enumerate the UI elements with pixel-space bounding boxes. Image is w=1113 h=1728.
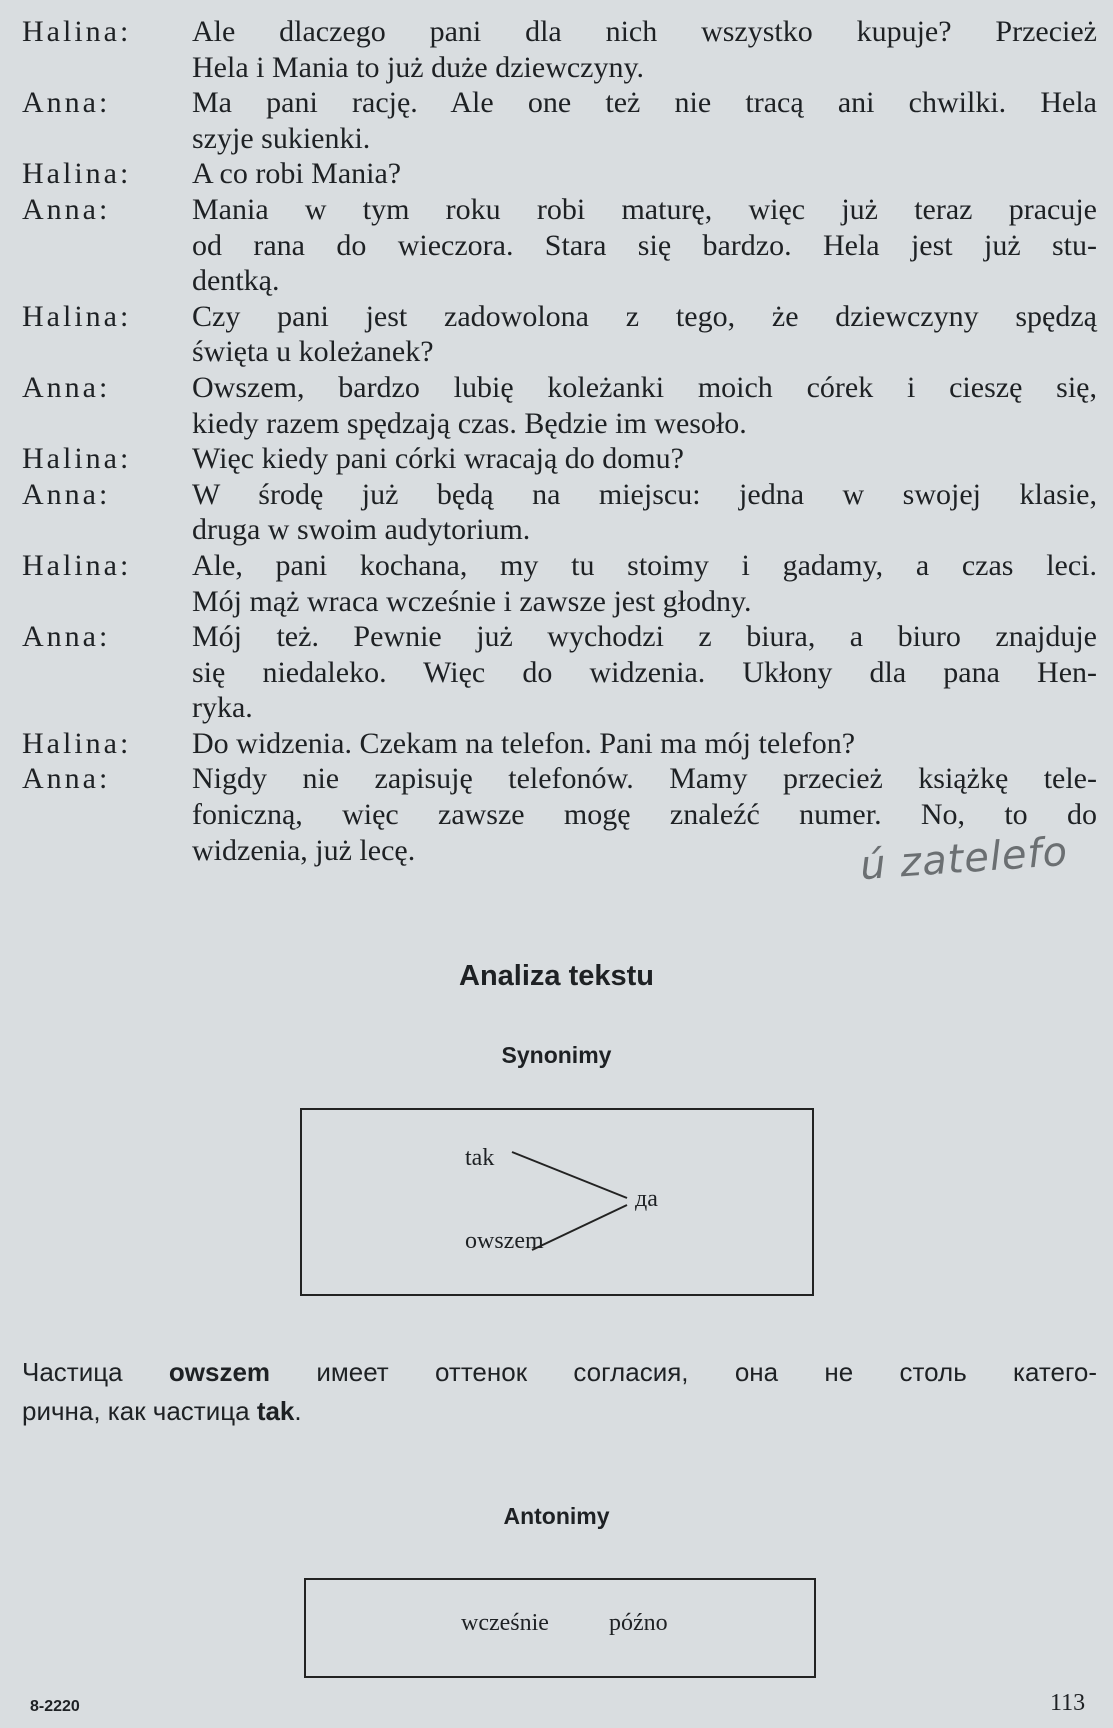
print-code: 8-2220 xyxy=(30,1698,80,1715)
synonyms-title: Synonimy xyxy=(501,1042,612,1068)
speech-text xyxy=(192,156,1097,192)
antonyms-box xyxy=(304,1578,816,1678)
grammar-note: Частица owszem имеет оттенок согласия, она не столь катего- рична, как частица tak. xyxy=(22,1357,1097,1426)
speech-line: foniczną, więc zawsze mogę znaleźć numer. No, to do xyxy=(192,798,1097,832)
speech-text xyxy=(192,85,1097,156)
speaker-name: Halina: xyxy=(22,15,132,48)
dialogue-turn xyxy=(22,477,1097,548)
speech-text xyxy=(192,299,1097,370)
speech-line: Czy pani jest zadowolona z tego, że dziewczyny spędzą xyxy=(192,299,1097,333)
speaker-name: Halina: xyxy=(22,548,132,582)
dialogue-turn xyxy=(22,726,1097,762)
dialogue-turn xyxy=(22,85,1097,156)
note-keyword-owszem: owszem xyxy=(168,1357,271,1387)
speech-line: od rana do wieczora. Stara się bardzo. Hela jest już stu- xyxy=(192,228,1097,262)
speaker-name: Anna: xyxy=(22,192,111,226)
antonyms-title: Antonimy xyxy=(503,1503,610,1529)
speech-line: Mój też. Pewnie już wychodzi z biura, a biuro znajduje xyxy=(192,620,1097,654)
dialogue-turn xyxy=(22,192,1097,299)
synonym-tak: tak xyxy=(465,1145,495,1171)
speech-line: Do widzenia. Czekam na telefon. Pani ma mój telefon? xyxy=(192,726,856,760)
speech-line: Mania w tym roku robi maturę, więc już teraz pracuje xyxy=(192,192,1097,226)
speech-line: Ale dlaczego pani dla nich wszystko kupuje? Przecież xyxy=(192,15,1097,48)
synonym-owszem: owszem xyxy=(465,1228,544,1254)
speech-text xyxy=(192,14,1097,85)
dialogue-turn xyxy=(22,370,1097,441)
speech-line: Więc kiedy pani córki wracają do domu? xyxy=(192,442,684,476)
dialogue-turn xyxy=(22,14,1097,85)
speech-line: święta u koleżanek? xyxy=(192,335,434,369)
speech-line: widzenia, już lecę. xyxy=(192,833,416,867)
handwritten-annotation: ú zatelefo xyxy=(858,828,1070,890)
speech-text xyxy=(192,192,1097,299)
speech-line: ryka. xyxy=(192,691,253,725)
antonym-wczesnie: wcześnie xyxy=(461,1610,549,1636)
speaker-name: Anna: xyxy=(22,370,111,404)
speech-text xyxy=(192,441,1097,477)
speaker-name: Anna: xyxy=(22,762,111,796)
synonym-da: да xyxy=(635,1186,658,1212)
speaker-name: Halina: xyxy=(22,726,132,760)
speech-text xyxy=(192,548,1097,619)
synonyms-box xyxy=(300,1108,814,1296)
speech-line: szyje sukienki. xyxy=(192,121,371,155)
speech-line: kiedy razem spędzają czas. Będzie im wesoło. xyxy=(192,406,747,440)
speech-line: Ale, pani kochana, my tu stoimy i gadamy, a czas leci. xyxy=(192,548,1097,582)
speaker-name: Halina: xyxy=(22,442,132,476)
antonym-pozno: późno xyxy=(609,1610,668,1636)
speech-line: A co robi Mania? xyxy=(192,157,402,191)
speech-line: druga w swoim audytorium. xyxy=(192,513,531,547)
speech-line: się niedaleko. Więc do widzenia. Ukłony dla pana Hen- xyxy=(192,655,1097,689)
speech-text xyxy=(192,370,1097,441)
speech-line: Ma pani rację. Ale one też nie tracą ani chwilki. Hela xyxy=(192,86,1097,120)
speaker-name: Anna: xyxy=(22,86,111,120)
dialogue-turn xyxy=(22,156,1097,192)
speech-text xyxy=(192,726,1097,762)
synonym-arrows xyxy=(302,1110,812,1294)
speech-line: W środę już będą na miejscu: jedna w swojej klasie, xyxy=(192,477,1097,511)
speaker-name: Halina: xyxy=(22,299,132,333)
speech-line: Hela i Mania to już duże dziewczyny. xyxy=(192,50,645,84)
speech-line: Nigdy nie zapisuję telefonów. Mamy przecież książkę tele- xyxy=(192,762,1097,796)
speech-line: Mój mąż wraca wcześnie i zawsze jest głodny. xyxy=(192,584,752,618)
dialogue-turn xyxy=(22,548,1097,619)
dialogue xyxy=(22,14,1097,868)
dialogue-turn xyxy=(22,619,1097,726)
speech-line: dentką. xyxy=(192,264,280,298)
speaker-name: Anna: xyxy=(22,620,111,654)
speech-line: Owszem, bardzo lubię koleżanki moich córek i cieszę się, xyxy=(192,370,1097,404)
dialogue-turn xyxy=(22,299,1097,370)
dialogue-turn xyxy=(22,441,1097,477)
speech-text xyxy=(192,619,1097,726)
speaker-name: Anna: xyxy=(22,477,111,511)
note-keyword-tak: tak xyxy=(256,1396,295,1426)
speaker-name: Halina: xyxy=(22,157,132,191)
section-title: Analiza tekstu xyxy=(459,960,654,992)
speech-text xyxy=(192,477,1097,548)
page-number: 113 xyxy=(1050,1690,1086,1716)
